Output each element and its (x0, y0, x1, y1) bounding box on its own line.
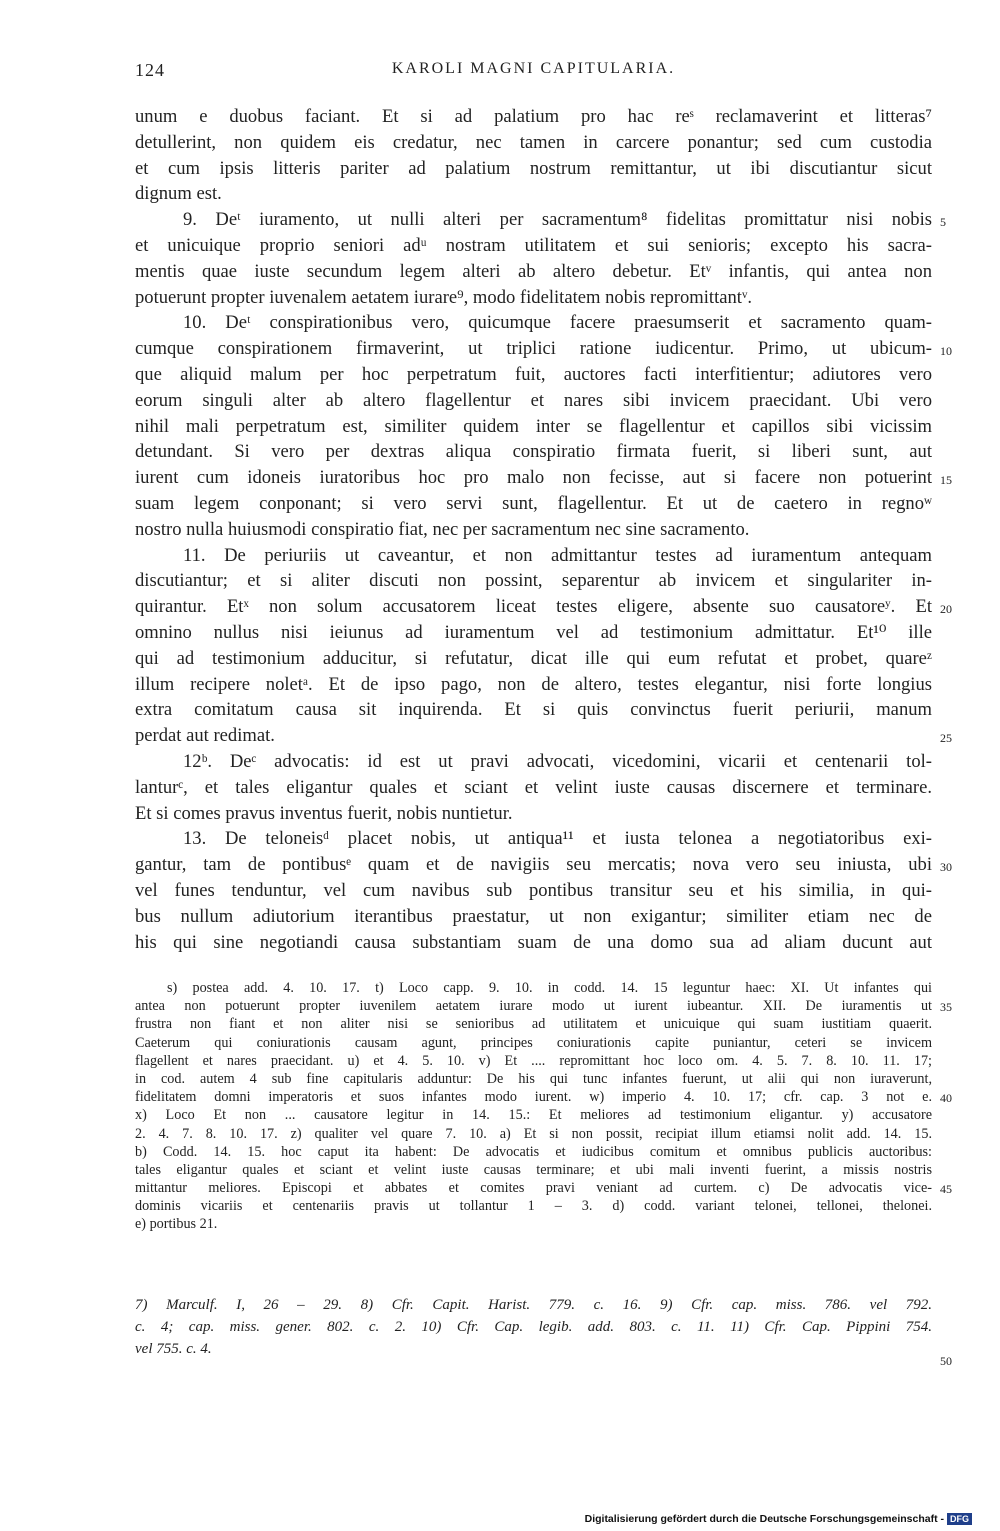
body-text-line: 9. Deᵗ iuramento, ut nulli alteri per sacramentum⁸ fidelitas promittatur nisi nobis (183, 209, 932, 231)
line-number-marker: 10 (940, 344, 952, 359)
body-text-line: mentis quae iuste secundum legem alteri ab altero debetur. Etᵛ infantis, qui antea non (135, 260, 932, 282)
footnote-line: s) postea add. 4. 10. 17. t) Loco capp. 9. 10. in codd. 14. 15 leguntur haec: XI. Ut infantes qui (167, 980, 932, 996)
body-text-line: 10. Deᵗ conspirationibus vero, quicumque facere praesumserit et sacramento quam- (183, 312, 932, 334)
running-title: KAROLI MAGNI CAPITULARIA. (391, 60, 676, 77)
footnote-line: antea non potuerunt propter iuvenilem aetatem iurare modo ut iurent iubeantur. XII. De iuramentis ut (135, 998, 932, 1015)
body-text-line: extra comitatum causa sit inquirenda. Et si quis convinctus fuerit periurii, manum (135, 699, 932, 721)
body-text-line: dignum est. (135, 183, 222, 205)
footnote-line: fidelitatem domni imperatoris et suos infantes modo iurent. w) imperio 4. 10. 17; cfr. cap. 3 not e. (135, 1089, 932, 1106)
body-text-line: qui ad testimonium adducitur, si refutatur, dicat ille qui eum refutat et probet, quareᶻ (135, 647, 932, 669)
line-number-marker: 50 (940, 1354, 952, 1368)
body-text-line: detullerint, non quidem eis credatur, nec tamen in carcere ponantur; sed cum custodia (135, 131, 932, 153)
footnote-line: frustra non fiant et non aliter nisi se senioribus ad utilitatem et unicuique qui suam iustitiam quaerit. (135, 1016, 932, 1033)
body-text-line: gantur, tam de pontibusᵉ quam et de navigiis seu mercatis; nova vero seu iniusta, ubi (135, 854, 932, 876)
line-number-marker: 35 (940, 1000, 952, 1015)
footnote-line: Caeterum qui coniurationis causam agunt, principes coniurationis capite puniantur, ceteri se invicem (135, 1034, 932, 1051)
source-note-line: vel 755. c. 4. (135, 1341, 212, 1357)
line-number-marker: 45 (940, 1182, 952, 1197)
footnote-line: in cod. autem 4 sub fine capitularis adduntur: De his qui tunc infantes fuerunt, ut alii qui non iuraverunt, (135, 1070, 932, 1087)
body-text-line: suam legem conponant; si vero servi sunt, flagellentur. Et ut de caetero in regnoʷ (135, 492, 932, 514)
body-text-line: que aliquid malum per hoc perpetratum fuit, auctores facti interfitientur; adiutores vero (135, 363, 932, 385)
body-text-line: nostro nulla huiusmodi conspiratio fiat, nec per sacramentum nec sine sacramento. (135, 518, 750, 540)
line-number-marker: 25 (940, 731, 952, 746)
body-text-line: nihil mali perpetratum est, similiter quidem inter se flagellentur et capillos sibi vicissim (135, 415, 932, 437)
line-number-marker: 15 (940, 473, 952, 488)
source-notes (135, 1294, 952, 1368)
body-text-line: illum recipere noletᵃ. Et de ipso pago, non de altero, testes elegantur, nisi forte longius (135, 673, 932, 695)
body-text-line: 11. De periuriis ut caveantur, et non admittantur testes ad iuramentum antequam (183, 544, 932, 566)
body-text-line: perdat aut redimat. (135, 725, 275, 747)
digitization-credit (585, 1513, 972, 1525)
body-text-line: omnino nullus nisi ieiunus ad iuramentum vel ad testimonium admittatur. Et¹⁰ ille (135, 621, 932, 643)
page-header (135, 60, 932, 84)
dfg-logo: DFG (947, 1513, 972, 1525)
credit-text: Digitalisierung gefördert durch die Deutsche Forschungsgemeinschaft - (584, 1513, 944, 1525)
body-text-line: lanturᶜ, et tales eligantur quales et sciant et velint iuste causas discernere et terminare. (135, 776, 932, 798)
line-number-marker: 30 (940, 860, 952, 875)
page-number: 124 (135, 60, 165, 80)
body-text-line: et unicuique proprio seniori adᵘ nostram utilitatem et sui senioris; excepto his sacra- (135, 234, 932, 256)
critical-apparatus (135, 979, 952, 1234)
body-text-line: vel funes tenduntur, vel cum navibus sub pontibus transitur seu et his similia, in qui- (135, 879, 932, 901)
body-text-line: 12ᵇ. Deᶜ advocatis: id est ut pravi advocati, vicedomini, vicarii et centenarii tol- (183, 750, 932, 772)
body-text-line: bus nullum adiutorium iterantibus praestatur, ut non exigantur; similiter etiam nec de (135, 905, 932, 927)
line-number-marker: 40 (940, 1091, 952, 1106)
body-text-line: Et si comes pravus inventus fuerit, nobis nuntietur. (135, 802, 513, 824)
source-note-line: 7) Marculf. I, 26 – 29. 8) Cfr. Capit. Harist. 779. c. 16. 9) Cfr. cap. miss. 786. vel 792. (135, 1297, 932, 1313)
footnote-line: dominis vicariis et centenariis pravis ut tollantur 1 – 3. d) codd. variant telonei, tellonei, thelonei. (135, 1198, 932, 1215)
body-text-line: quirantur. Etˣ non solum accusatorem liceat testes eligere, absente suo causatoreʸ. Et (135, 596, 932, 618)
source-note-line: c. 4; cap. miss. gener. 802. c. 2. 10) Cfr. Cap. legib. add. 803. c. 11. 11) Cfr. Cap. Pippini 754. (135, 1319, 932, 1335)
footnote-line: tales eligantur quales et sciant et velint iuste causas terminare; et ubi mali inventi fuerint, a missis nostris (135, 1161, 932, 1178)
body-text-line: detundant. Si vero per dextras aliqua conspiratio firmata fuerit, si liberi sunt, aut (135, 441, 932, 463)
body-text-line: discutiantur; et si aliter discuti non possint, separentur ab invicem et singulariter in- (135, 570, 932, 592)
body-text-line: 13. De teloneisᵈ placet nobis, ut antiqua¹¹ et iusta telonea a negotiatoribus exi- (183, 828, 932, 850)
footnote-line: mittantur meliores. Episcopi et abbates et comites pravi veniant ad curtem. c) De advocatis vice- (135, 1180, 932, 1197)
footnote-line: flagellent et nares praecidant. u) et 4. 5. 10. v) Et .... repromittant hoc loco om. 4. 5. 7. 8. 10. 11. 17; (135, 1052, 932, 1069)
footnote-line: e) portibus 21. (135, 1216, 218, 1233)
body-text-line: cumque conspirationem firmaverint, ut triplici ratione iudicentur. Primo, ut ubicum- (135, 338, 932, 360)
body-text-line: his qui sine negotiandi causa substantiam suam de una domo sua ad aliam ducunt aut (135, 931, 932, 953)
footnote-line: x) Loco Et non ... causatore legitur in 14. 15.: Et meliores ad testimonium eligantur. y) accusatore (135, 1107, 932, 1124)
body-text-line: unum e duobus faciant. Et si ad palatium pro hac reˢ reclamaverint et litteras⁷ (135, 106, 932, 127)
body-text-line: iurent cum idoneis iuratoribus hoc pro malo non fecisse, aut si facere non potuerint (135, 467, 932, 489)
footnote-line: b) Codd. 14. 15. hoc caput ita habent: De advocatis et iudicibus comitum et omnibus publicis auctoribus: (135, 1143, 932, 1160)
body-text-line: eorum singuli alter ab altero flagellentur et nares sibi invicem praecidant. Ubi vero (135, 389, 932, 411)
main-text (135, 104, 952, 955)
body-text-line: potuerunt propter iuvenalem aetatem iurare⁹, modo fidelitatem nobis repromittantᵛ. (135, 286, 753, 308)
line-number-marker: 20 (940, 602, 952, 617)
footnote-line: 2. 4. 7. 8. 10. 17. z) qualiter vel quare 7. 10. a) Et si non possit, recipiat illum etiamsi nolit add. 14. 15. (135, 1125, 932, 1142)
line-number-marker: 5 (940, 215, 946, 230)
body-text-line: et cum ipsis litteris pariter ad palatium nostrum remittantur, ut ibi discutiantur sicut (135, 157, 932, 179)
